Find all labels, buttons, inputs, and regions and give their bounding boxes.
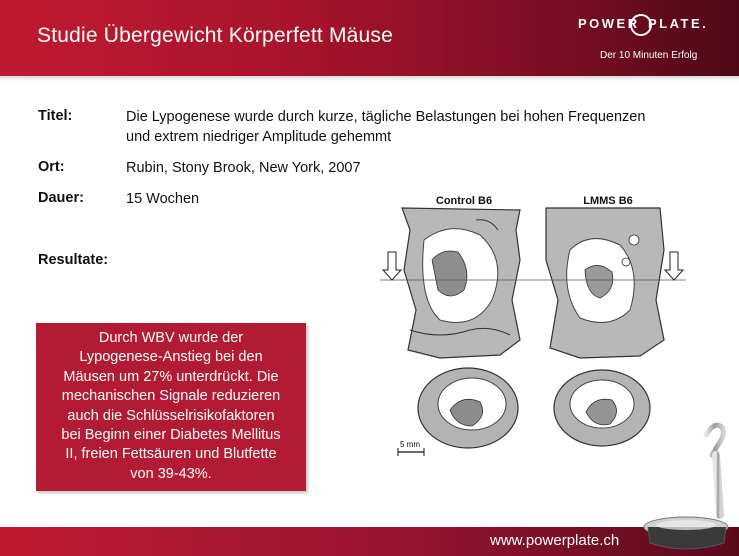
result-line: auch die Schlüsselrisikofaktoren	[67, 407, 275, 424]
dauer-label: Dauer:	[38, 190, 84, 206]
resultate-label: Resultate:	[38, 252, 109, 268]
titel-value-line2: und extrem niedriger Amplitude gehemmt	[126, 129, 392, 145]
titel-label: Titel:	[38, 108, 73, 124]
ort-value: Rubin, Stony Brook, New York, 2007	[126, 160, 361, 176]
result-line: Lypogenese-Anstieg bei den	[79, 349, 263, 366]
control-cross-section	[418, 368, 518, 448]
arrow-down-icon	[383, 252, 401, 280]
result-line: Mäusen um 27% unterdrückt. Die	[63, 368, 279, 385]
power-plate-device-image	[640, 415, 735, 556]
result-box	[36, 323, 306, 491]
result-line: mechanischen Signale reduzieren	[61, 388, 281, 405]
logo-text-power: POWER	[578, 16, 640, 31]
result-line: Durch WBV wurde der	[98, 330, 244, 346]
header-shadow	[0, 76, 739, 81]
titel-value-line1: Die Lypogenese wurde durch kurze, tägliche Belastungen bei hohen Frequenzen	[126, 109, 646, 125]
power-plate-logo	[576, 10, 726, 64]
result-line: bei Beginn einer Diabetes Mellitus	[61, 427, 281, 444]
footer-url: www.powerplate.ch	[490, 532, 620, 549]
arrow-down-icon	[665, 252, 683, 280]
logo-tagline: Der 10 Minuten Erfolg	[600, 50, 698, 61]
ort-label: Ort:	[38, 159, 65, 175]
page-title: Studie Übergewicht Körperfett Mäuse	[37, 24, 394, 47]
footer-bar	[0, 527, 739, 556]
lmms-longitudinal-scan	[546, 208, 664, 358]
result-text	[42, 329, 300, 484]
logo-text-plate: PLATE.	[648, 16, 709, 31]
dauer-value: 15 Wochen	[126, 191, 200, 207]
figure-label-lmms: LMMS B6	[583, 195, 633, 207]
scale-label: 5 mm	[400, 440, 420, 449]
result-line: von 39-43%.	[130, 465, 212, 482]
control-longitudinal-scan	[402, 208, 520, 358]
result-line: II, freien Fettsäuren und Blutfette	[65, 446, 277, 463]
figure-label-control: Control B6	[435, 195, 493, 207]
lmms-cross-section	[554, 370, 650, 446]
